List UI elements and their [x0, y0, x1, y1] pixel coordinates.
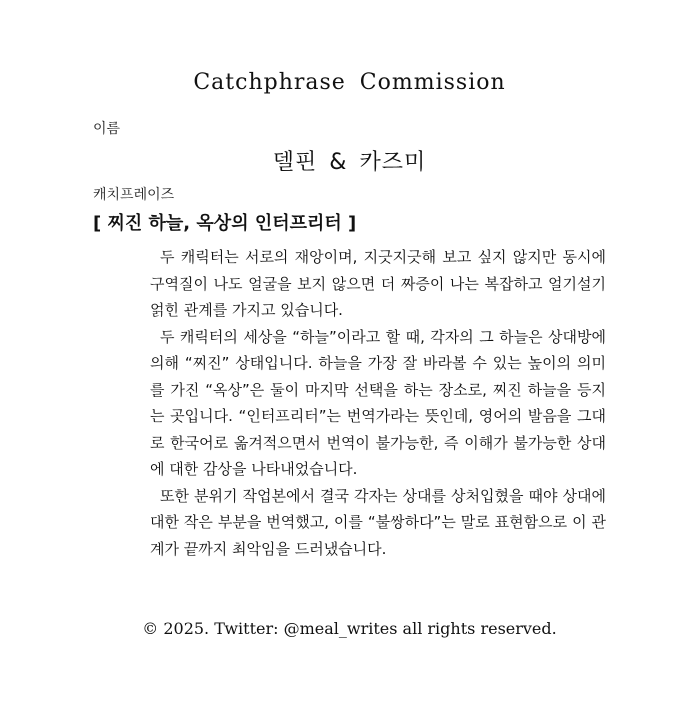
description-body [150, 244, 606, 562]
description-paragraph: 두 캐릭터는 서로의 재앙이며, 지긋지긋해 보고 싶지 않지만 동시에 구역질이 나도 얼굴을 보지 않으면 더 짜증이 나는 복잡하고 얼기설기 얽힌 관계를 가지고 있습니다. [150, 248, 606, 319]
name-label: 이름 [93, 121, 121, 137]
description-paragraph: 두 캐릭터의 세상을 “하늘”이라고 할 때, 각자의 그 하늘은 상대방에 의해 “찌진” 상태입니다. 하늘을 가장 잘 바라볼 수 있는 높이의 의미를 가진 “옥상”은 둘이 마지막 선택을 하는 장소로, 찌진 하늘을 등지는 곳입니다. “인터프리터”는 번역가라는 뜻인데, 영어의 발음을 그대로 한국어로 옮겨적으면서 번역이 불가능한, 즉 이해가 불가능한 상대에 대한 감상을 나타내었습니다. [150, 327, 606, 478]
catchphrase-label: 캐치프레이즈 [93, 187, 175, 203]
description-paragraph: 또한 분위기 작업본에서 결국 각자는 상대를 상처입혔을 때야 상대에 대한 작은 부분을 번역했고, 이를 “불쌍하다”는 말로 표현함으로 이 관계가 끝까지 최악임을 드러냈습니다. [150, 486, 606, 558]
catchphrase-heading: [ 찌진 하늘, 옥상의 인터프리터 ] [93, 213, 357, 234]
document-title: Catchphrase Commission [193, 70, 506, 95]
copyright-footer: © 2025. Twitter: @meal_writes all rights reserved. [142, 619, 557, 638]
character-names: 델핀 & 카즈미 [272, 150, 427, 175]
